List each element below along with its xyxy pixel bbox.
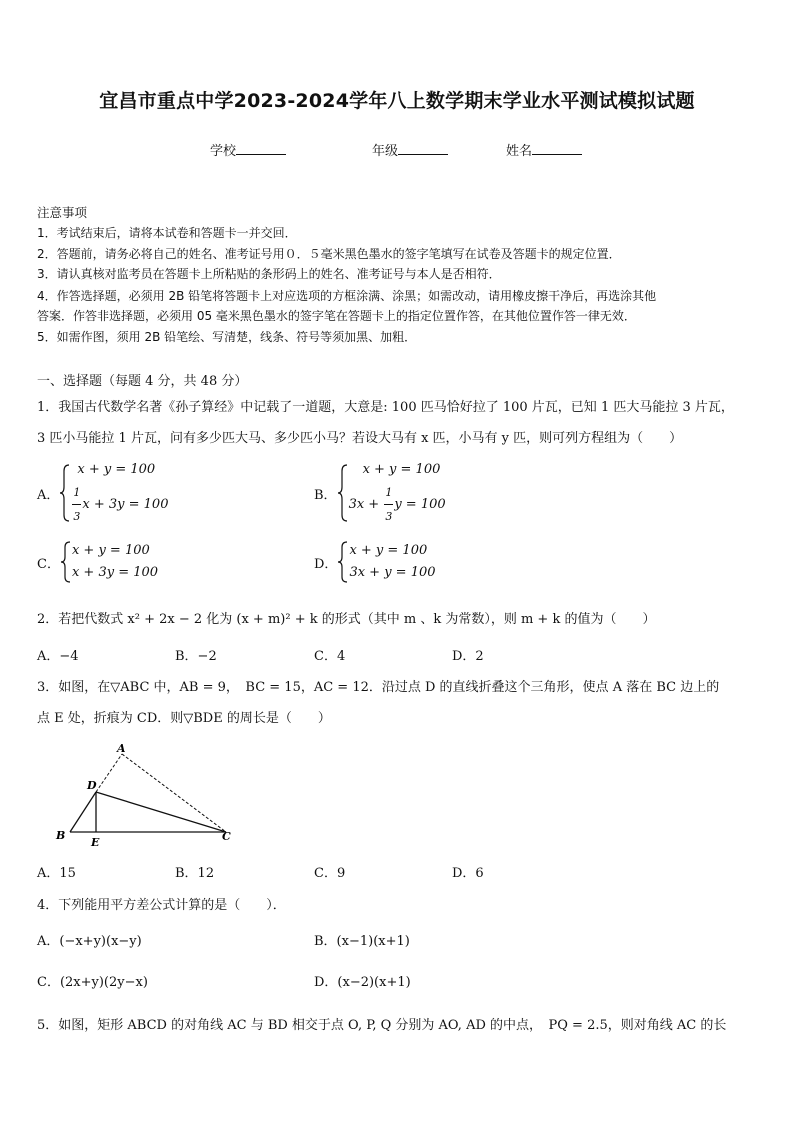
q3-option-a: A．15: [37, 866, 76, 881]
equation: x + y = 100: [71, 543, 150, 558]
option-label: B．: [314, 487, 337, 503]
q4-option-a: A．(−x+y)(x−y): [37, 934, 142, 949]
school-field: 学校: [210, 140, 286, 159]
q2-stem: 2．若把代数式 x² + 2x − 2 化为 (x + m)² + k 的形式（其中 m 、k 为常数），则 m + k 的值为（ ）: [37, 612, 656, 627]
q3-option-c: C．9: [314, 866, 346, 881]
notice-heading: 注意事项: [37, 205, 88, 220]
equation: x + y = 100: [77, 462, 156, 477]
brace-icon: [337, 540, 349, 584]
point-label-a: A: [117, 742, 126, 755]
point-label-b: B: [56, 829, 66, 842]
q1-option-a: [37, 458, 168, 528]
q1-option-c: [37, 540, 158, 584]
notice-item: 5．如需作图，须用 2B 铅笔绘、写清楚，线条、符号等须加黑、加粗．: [37, 330, 417, 344]
equation: x + 3y = 100: [71, 565, 159, 580]
point-label-d: D: [87, 779, 97, 792]
q4-option-d: D．(x−2)(x+1): [314, 975, 411, 990]
q5-stem: 5．如图，矩形 ABCD 的对角线 AC 与 BD 相交于点 O, P, Q 分别为 AO, AD 的中点， PQ = 2.5，则对角线 AC 的长: [37, 1018, 727, 1033]
q2-option-b: B．−2: [175, 649, 217, 664]
equation: x + y = 100: [349, 543, 428, 558]
point-label-e: E: [91, 836, 100, 849]
q3-line1: 3．如图，在▽ABC 中，AB = 9， BC = 15，AC = 12．沿过点 D 的直线折叠这个三角形，使点 A 落在 BC 边上的: [37, 680, 720, 695]
grade-field: 年级: [372, 140, 448, 159]
q1-line1: 1．我国古代数学名著《孙子算经》中记载了一道题，大意是: 100 匹马恰好拉了 100 片瓦，已知 1 匹大马能拉 3 片瓦，: [37, 400, 734, 415]
notice-item: 3．请认真核对监考员在答题卡上所粘贴的条形码上的姓名、准考证号与本人是否相符．: [37, 267, 501, 281]
q2-option-a: A．−4: [37, 649, 79, 664]
section-heading: 一、选择题（每题 4 分，共 48 分）: [37, 374, 248, 389]
name-field: 姓名: [506, 140, 582, 159]
point-label-c: C: [222, 830, 231, 843]
q4-stem: 4．下列能用平方差公式计算的是（ ）．: [37, 898, 286, 913]
q1-line2: 3 匹小马能拉 1 片瓦，问有多少匹大马、多少匹小马？若设大马有 x 匹，小马有 y 匹，则可列方程组为（ ）: [37, 431, 683, 446]
brace-icon: [60, 540, 72, 584]
q2-option-c: C．4: [314, 649, 346, 664]
option-label: D．: [314, 556, 338, 572]
brace-icon: [337, 463, 349, 523]
q3-option-b: B．12: [175, 866, 215, 881]
option-label: A．: [37, 487, 60, 503]
q1-option-d: [314, 540, 436, 584]
notice-item: 答案．作答非选择题，必须用 05 毫米黑色墨水的签字笔在答题卡上的指定位置作答，在其他位置作答一律无效．: [37, 309, 636, 323]
equation: x + y = 100: [362, 462, 441, 477]
equation: $\frac{1}{3}$ x + 3y = 100: [71, 481, 168, 528]
q4-option-c: C．(2x+y)(2y−x): [37, 975, 148, 990]
q2-option-d: D．2: [452, 649, 484, 664]
notice-item: 2．答题前，请务必将自己的姓名、准考证号用０．５毫米黑色墨水的签字笔填写在试卷及答题卡的规定位置．: [37, 247, 621, 261]
q3-option-d: D．6: [452, 866, 484, 881]
option-label: C．: [37, 556, 60, 572]
equation: 3x + y = 100: [349, 565, 436, 580]
page-title: 宜昌市重点中学2023-2024学年八上数学期末学业水平测试模拟试题: [99, 90, 695, 112]
q3-line2: 点 E 处，折痕为 CD．则▽BDE 的周长是（ ）: [37, 711, 331, 726]
brace-icon: [59, 463, 71, 523]
equation: 3x + $\frac{1}{3}$ y = 100: [349, 481, 446, 528]
q1-option-b: [314, 458, 446, 528]
notice-item: 4．作答选择题，必须用 2B 铅笔将答题卡上对应选项的方框涂满、涂黑；如需改动，请用橡皮擦干净后，再选涂其他: [37, 289, 657, 303]
triangle-figure: [50, 740, 240, 850]
q4-option-b: B．(x−1)(x+1): [314, 934, 410, 949]
notice-item: 1．考试结束后，请将本试卷和答题卡一并交回．: [37, 226, 297, 240]
